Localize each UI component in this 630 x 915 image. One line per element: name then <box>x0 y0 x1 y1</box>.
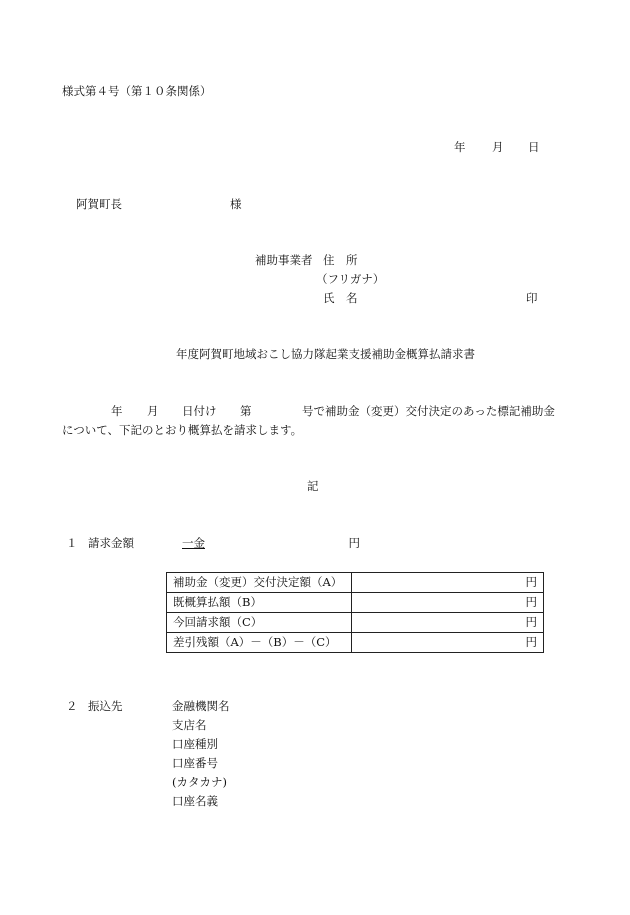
row-unit: 円 <box>352 633 544 653</box>
row-label: 今回請求額（C） <box>167 613 352 633</box>
bank-name-label: 金融機関名 <box>172 699 230 713</box>
amount-prefix: 一金 <box>182 536 205 550</box>
document-title: 年度阿賀町地域おこし協力隊起業支援補助金概算払請求書 <box>176 347 475 361</box>
address-label: 住 所 <box>323 253 358 267</box>
body-line2: について、下記のとおり概算払を請求します。 <box>62 423 303 437</box>
row-label: 差引残額（A）－（B）－（C） <box>167 633 352 653</box>
applicant-label: 補助事業者 <box>255 253 313 267</box>
account-number-label: 口座番号 <box>172 756 218 770</box>
section1-label: 請求金額 <box>88 536 134 550</box>
section2-label: 振込先 <box>88 699 123 713</box>
row-label: 補助金（変更）交付決定額（A） <box>167 573 352 593</box>
body-month: 月 <box>147 404 159 418</box>
date-year: 年 <box>454 140 466 154</box>
table-row <box>167 573 544 593</box>
row-unit: 円 <box>352 593 544 613</box>
amount-table <box>166 572 544 653</box>
furigana-label: （フリガナ） <box>316 272 385 286</box>
branch-name-label: 支店名 <box>172 718 207 732</box>
amount-unit: 円 <box>348 536 360 550</box>
katakana-label: (カタカナ) <box>172 775 227 789</box>
name-label: 氏 名 <box>323 291 358 305</box>
body-dai: 第 <box>240 404 252 418</box>
body-year: 年 <box>111 404 123 418</box>
amount-line <box>182 538 360 550</box>
row-unit: 円 <box>352 573 544 593</box>
account-type-label: 口座種別 <box>172 737 218 751</box>
seal-mark: 印 <box>526 291 538 305</box>
date-month: 月 <box>492 140 504 154</box>
table-row <box>167 613 544 633</box>
row-unit: 円 <box>352 613 544 633</box>
form-number: 様式第４号（第１０条関係） <box>62 84 212 98</box>
account-holder-label: 口座名義 <box>172 794 218 808</box>
body-day-dated: 日付け <box>182 404 217 418</box>
section1-number: １ <box>66 536 78 550</box>
addressee-name: 阿賀町長 <box>76 197 122 211</box>
table-row <box>167 633 544 653</box>
table-row <box>167 593 544 613</box>
ki-heading: 記 <box>307 479 319 493</box>
body-line1: 号で補助金（変更）交付決定のあった標記補助金 <box>302 404 555 418</box>
row-label: 既概算払額（B） <box>167 593 352 613</box>
addressee-honorific: 様 <box>230 197 242 211</box>
section2-number: ２ <box>66 699 78 713</box>
date-day: 日 <box>528 140 540 154</box>
